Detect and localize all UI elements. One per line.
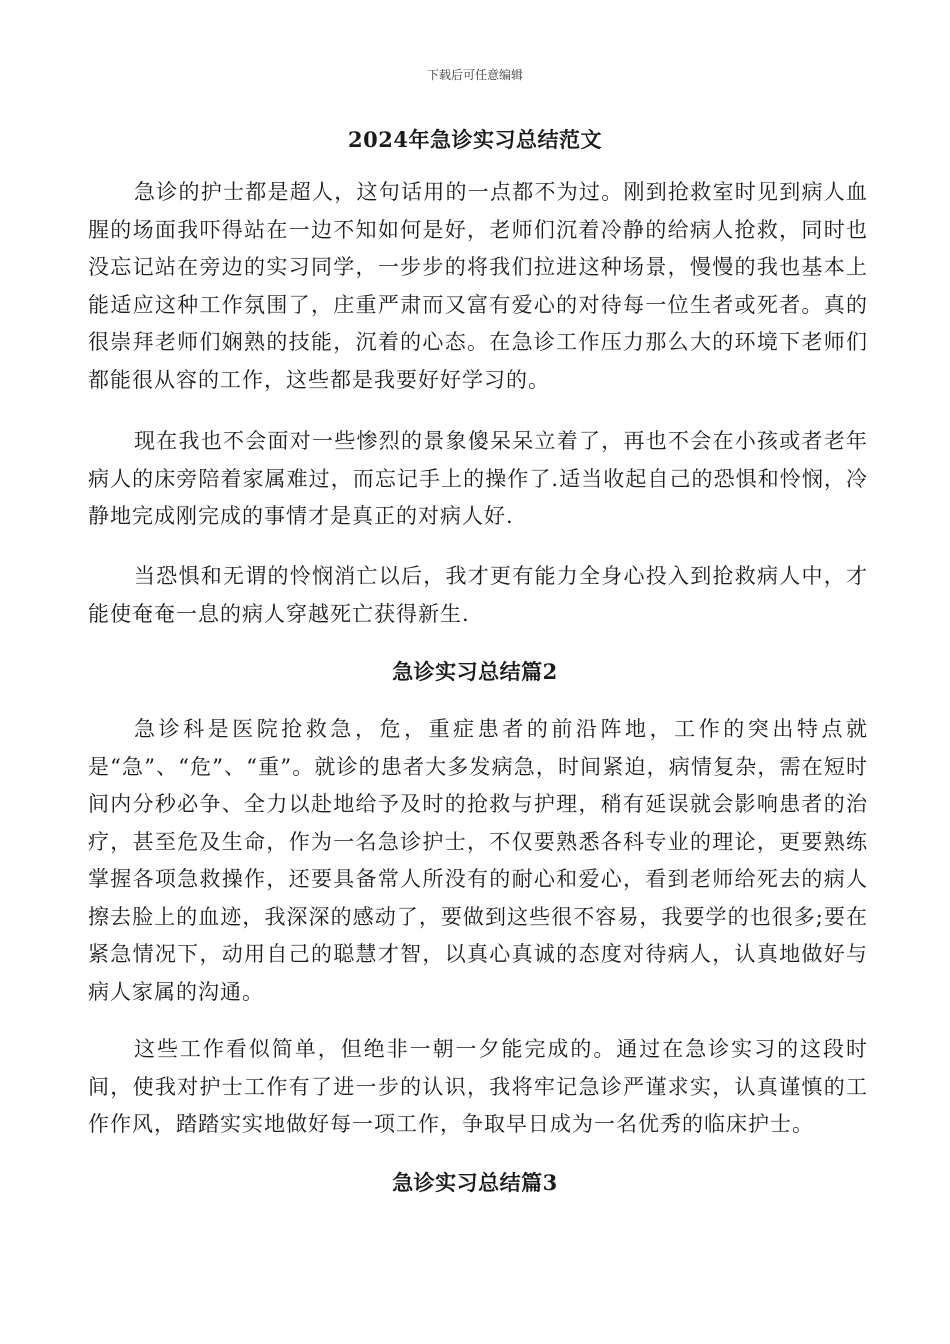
paragraph-5: 这些工作看似简单，但绝非一朝一夕能完成的。通过在急诊实习的这段时间，使我对护士工作有了进一步的认识，我将牢记急诊严谨求实，认真谨慎的工作作风，踏踏实实地做好每一项工作，争取早日成为一名优秀的临床护士。 <box>88 1037 868 1136</box>
document-title: 2024年急诊实习总结范文 <box>348 127 602 152</box>
paragraph-1: 急诊的护士都是超人，这句话用的一点都不为过。刚到抢救室时见到病人血腥的场面我吓得站在一边不知如何是好，老师们沉着冷静的给病人抢救，同时也没忘记站在旁边的实习同学，一步步的将我们拉进这种场景，慢慢的我也基本上能适应这种工作氛围了，庄重严肃而又富有爱心的对待每一位生者或死者。真的很崇拜老师们娴熟的技能，沉着的心态。在急诊工作压力那么大的环境下老师们都能很从容的工作，这些都是我要好好学习的。 <box>88 180 868 392</box>
section-title-3: 急诊实习总结篇3 <box>392 1170 558 1195</box>
paragraph-3: 当恐惧和无谓的怜悯消亡以后，我才更有能力全身心投入到抢救病人中，才能使奄奄一息的病人穿越死亡获得新生. <box>88 564 868 626</box>
paragraph-4: 急诊科是医院抢救急，危，重症患者的前沿阵地，工作的突出特点就是“急”、“危”、“重”。就诊的患者大多发病急，时间紧迫，病情复杂，需在短时间内分秒必争、全力以赴地给予及时的抢救与护理，稍有延误就会影响患者的治疗，甚至危及生命，作为一名急诊护士，不仅要熟悉各科专业的理论，更要熟练掌握各项急救操作，还要具备常人所没有的耐心和爱心，看到老师给死去的病人擦去脸上的血迹，我深深的感动了，要做到这些很不容易，我要学的也很多;要在紧急情况下，动用自己的聪慧才智，以真心真诚的态度对待病人，认真地做好与病人家属的沟通。 <box>88 717 868 1004</box>
paragraph-2: 现在我也不会面对一些惨烈的景象傻呆呆立着了，再也不会在小孩或者老年病人的床旁陪着家属难过，而忘记手上的操作了.适当收起自己的恐惧和怜悯，冷静地完成刚完成的事情才是真正的对病人好. <box>88 429 868 528</box>
header-note: 下载后可任意编辑 <box>426 68 523 82</box>
section-title-2: 急诊实习总结篇2 <box>392 659 558 684</box>
